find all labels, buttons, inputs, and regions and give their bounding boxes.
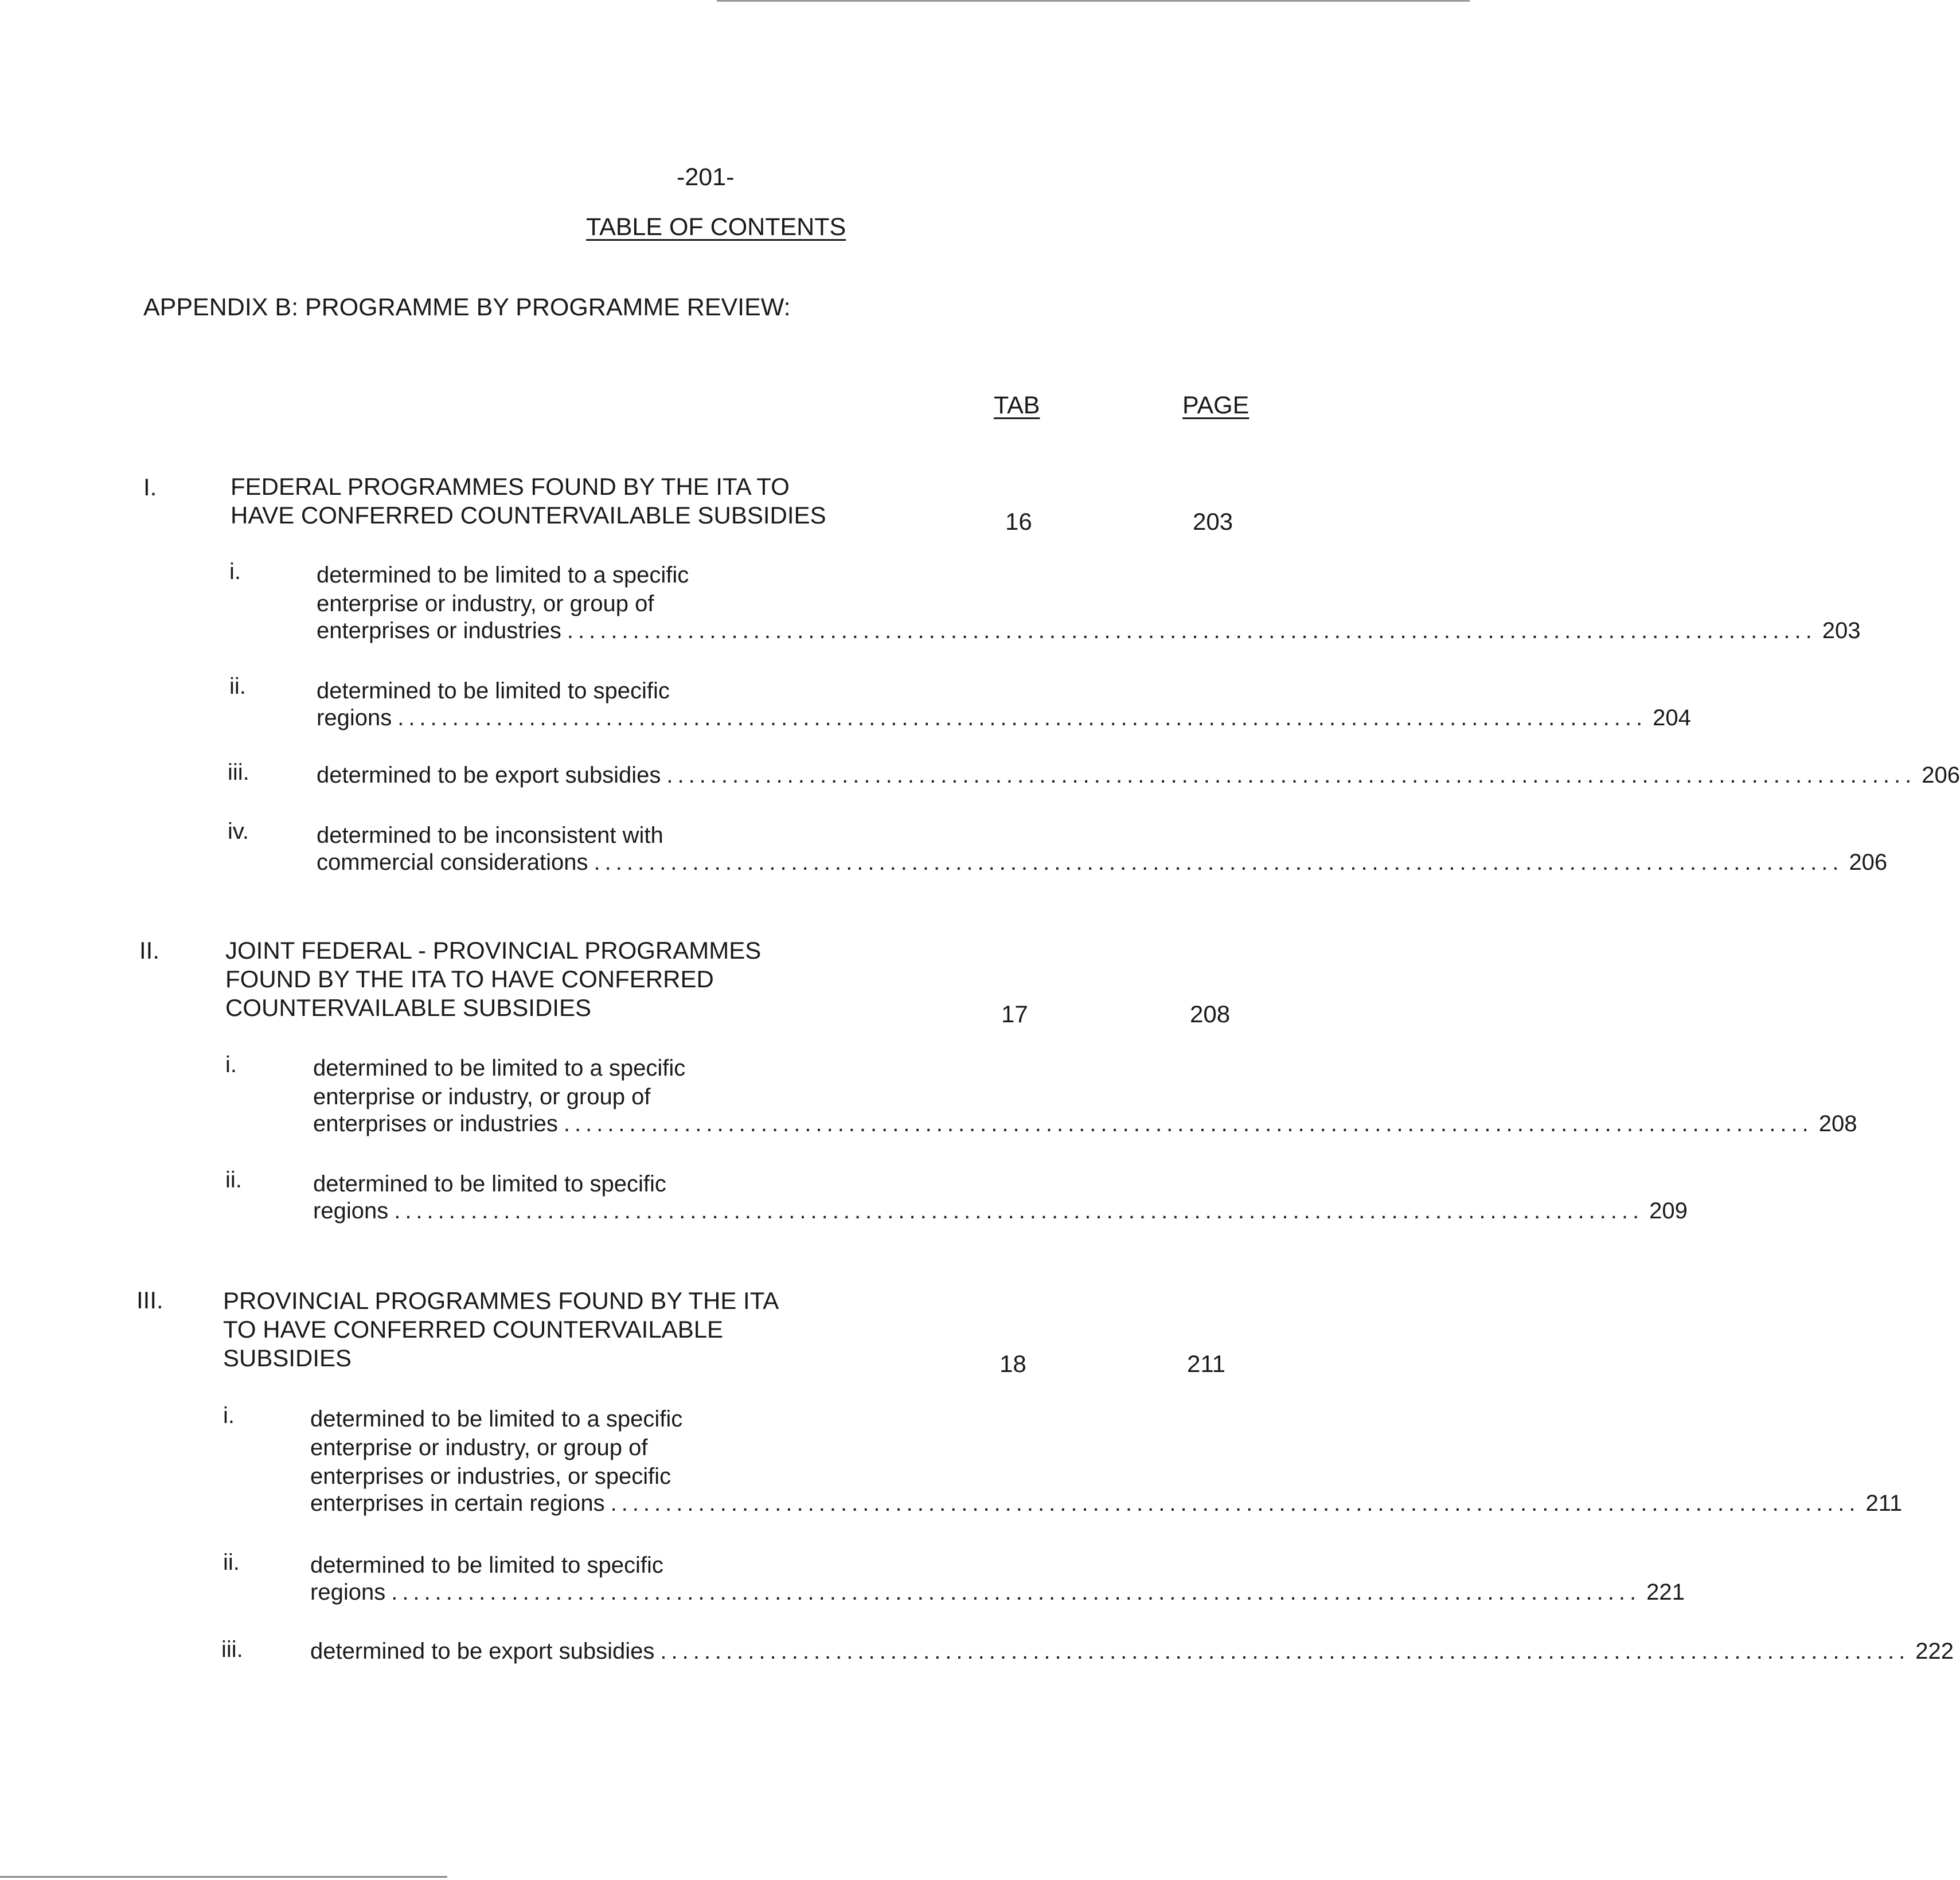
dot-leader: .................................................................................................................. <box>563 1111 1813 1136</box>
entry-page: 209 <box>1649 1198 1688 1224</box>
entry-page: 208 <box>1818 1111 1857 1136</box>
subsection-text: enterprise or industry, or group of <box>310 1435 648 1460</box>
section-numeral: II. <box>139 937 160 964</box>
section-tab: 17 <box>1001 1000 1028 1027</box>
scan-edge-top <box>717 0 1470 2</box>
subsection-text: determined to be limited to specific <box>310 1553 663 1578</box>
subsection-text: determined to be limited to a specific <box>310 1406 683 1432</box>
column-header-page: PAGE <box>1182 392 1250 419</box>
toc-entry <box>317 618 1861 644</box>
subsection-text: determined to be limited to a specific <box>317 562 689 588</box>
subsection-text: enterprises or industries <box>313 1111 558 1136</box>
subsection-numeral: iii. <box>228 760 249 785</box>
entry-page: 206 <box>1922 763 1960 788</box>
entry-page: 211 <box>1865 1491 1903 1516</box>
subsection-text: enterprise or industry, or group of <box>317 591 654 616</box>
dot-leader: .................................................................................................................. <box>610 1491 1860 1516</box>
dot-leader: .................................................................................................................. <box>666 763 1916 788</box>
subsection-text: determined to be limited to specific <box>313 1171 666 1197</box>
subsection-text: enterprises or industries, or specific <box>310 1464 671 1489</box>
column-header-tab: TAB <box>994 392 1040 419</box>
subsection-numeral: i. <box>223 1403 235 1428</box>
entry-page: 206 <box>1849 850 1888 875</box>
subsection-text: commercial considerations <box>317 850 588 875</box>
dot-leader: .................................................................................................................. <box>567 618 1817 643</box>
dot-leader: .................................................................................................................. <box>397 705 1647 730</box>
toc-entry <box>317 705 1691 731</box>
subsection-text: determined to be export subsidies <box>310 1639 655 1664</box>
subsection-text: enterprise or industry, or group of <box>313 1084 651 1109</box>
subsection-text: determined to be limited to specific <box>317 678 670 703</box>
toc-entry <box>310 1639 1954 1664</box>
subsection-text: regions <box>313 1198 389 1224</box>
section-tab: 18 <box>999 1350 1026 1377</box>
section-title: JOINT FEDERAL - PROVINCIAL PROGRAMMES FOUND BY THE ITA TO HAVE CONFERRED COUNTERVAILABLE SUBSIDIES <box>225 937 762 1021</box>
entry-page: 204 <box>1653 705 1691 730</box>
dot-leader: .................................................................................................................. <box>394 1198 1644 1224</box>
subsection-text: enterprises in certain regions <box>310 1491 605 1516</box>
dot-leader: .................................................................................................................. <box>594 850 1844 875</box>
subsection-numeral: ii. <box>229 674 246 699</box>
entry-page: 221 <box>1646 1580 1685 1605</box>
section-tab: 16 <box>1005 508 1032 535</box>
subsection-text: regions <box>317 705 392 730</box>
section-page: 208 <box>1190 1000 1231 1027</box>
entry-page: 222 <box>1915 1639 1954 1664</box>
page-title: TABLE OF CONTENTS <box>586 213 846 241</box>
section-page: 203 <box>1193 508 1233 535</box>
section-numeral: I. <box>143 474 157 501</box>
section-page: 211 <box>1187 1350 1225 1377</box>
toc-entry <box>313 1111 1857 1137</box>
appendix-heading: APPENDIX B: PROGRAMME BY PROGRAMME REVIEW: <box>143 294 791 321</box>
page-number: -201- <box>677 163 735 191</box>
subsection-text: enterprises or industries <box>317 618 561 643</box>
subsection-numeral: ii. <box>223 1550 240 1575</box>
section-numeral: III. <box>136 1287 163 1314</box>
subsection-numeral: ii. <box>225 1167 242 1193</box>
scan-edge-bottom <box>0 1876 447 1878</box>
section-title: FEDERAL PROGRAMMES FOUND BY THE ITA TO HAVE CONFERRED COUNTERVAILABLE SUBSIDIES <box>231 473 826 529</box>
toc-entry <box>317 850 1888 875</box>
toc-entry <box>313 1198 1688 1224</box>
subsection-numeral: i. <box>225 1052 237 1077</box>
toc-entry <box>310 1491 1903 1516</box>
subsection-text: regions <box>310 1580 386 1605</box>
toc-entry <box>317 763 1960 788</box>
dot-leader: .................................................................................................................. <box>660 1639 1910 1664</box>
subsection-text: determined to be limited to a specific <box>313 1056 686 1081</box>
subsection-numeral: i. <box>229 559 241 584</box>
subsection-numeral: iv. <box>228 819 249 844</box>
section-title: PROVINCIAL PROGRAMMES FOUND BY THE ITA TO HAVE CONFERRED COUNTERVAILABLE SUBSIDIES <box>223 1287 778 1371</box>
dot-leader: .................................................................................................................. <box>391 1580 1641 1605</box>
toc-entry <box>310 1580 1685 1605</box>
subsection-numeral: iii. <box>221 1637 243 1662</box>
subsection-text: determined to be export subsidies <box>317 763 661 788</box>
entry-page: 203 <box>1822 618 1861 643</box>
subsection-text: determined to be inconsistent with <box>317 823 663 848</box>
